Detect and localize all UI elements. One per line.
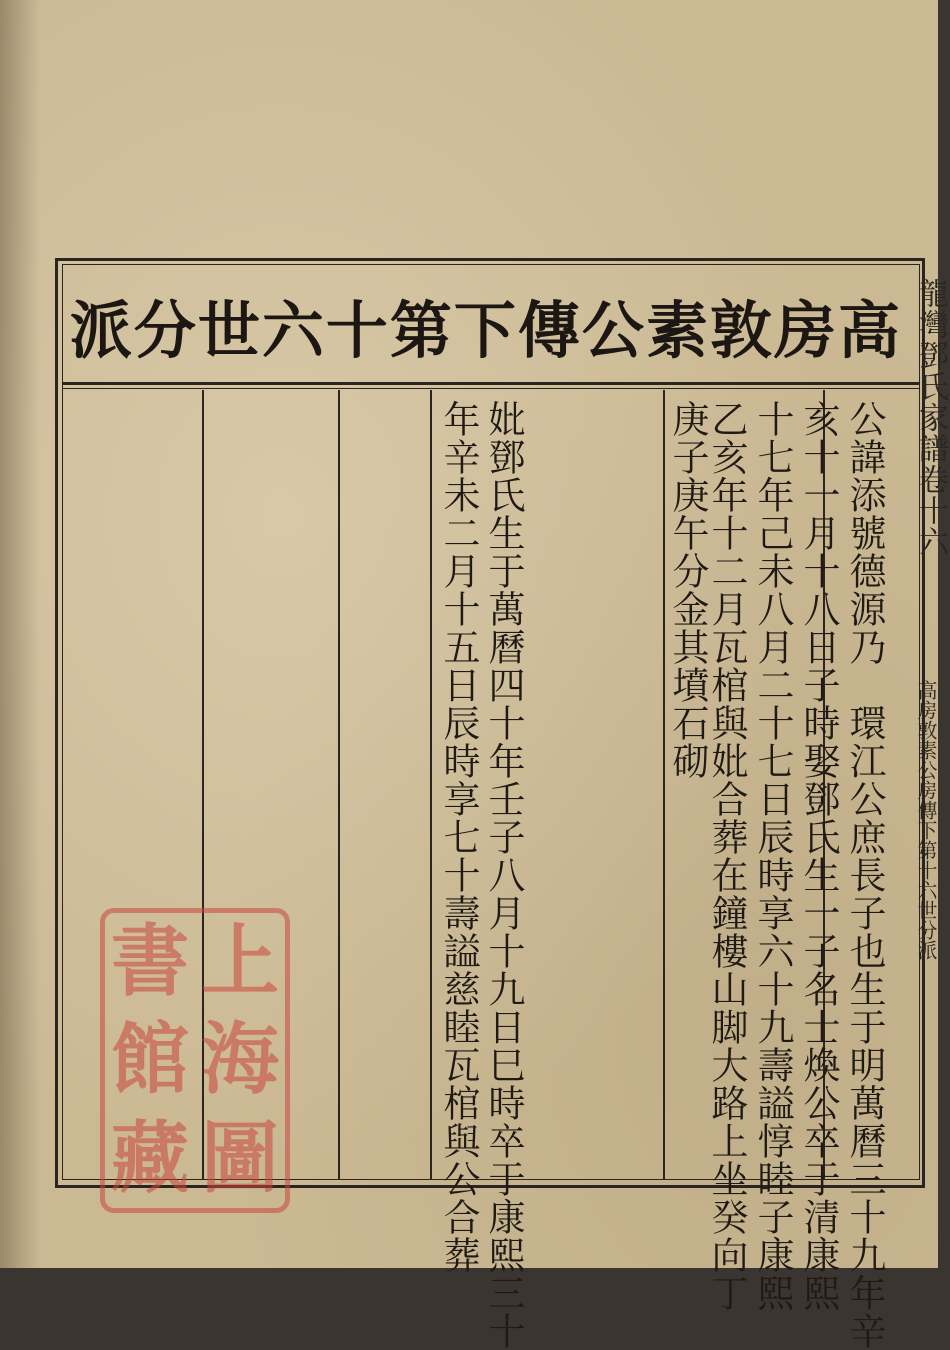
margin-book-title: 龍灣鄧氏家譜卷十六 <box>913 278 948 557</box>
seal-char: 圖 <box>200 1112 279 1204</box>
title-char: 世 <box>197 293 262 367</box>
text-column-1: 公諱添號德源乃 環江公庶長子也生于明萬曆三十九年辛 <box>843 400 886 1350</box>
title-char: 第 <box>389 293 454 367</box>
title-char: 房 <box>773 293 838 367</box>
title-char: 公 <box>581 293 646 367</box>
title-char: 十 <box>325 293 390 367</box>
text-column-6: 妣鄧氏生于萬曆四十年壬子八月十九日巳時卒于康熙三十 <box>482 400 525 1350</box>
title-char: 六 <box>261 293 326 367</box>
seal-char: 書 <box>110 916 189 1008</box>
seal-char: 海 <box>200 1014 279 1106</box>
title-char: 派 <box>69 293 134 367</box>
seal-char: 館 <box>110 1014 189 1106</box>
page-title <box>66 272 916 378</box>
title-char: 敦 <box>709 293 774 367</box>
text-column-2: 亥十一月十八日子時娶鄧氏生一子名士煥公卒于清康熙 <box>797 400 840 1312</box>
text-column-5: 庚子庚午分金其墳石砌 <box>666 400 709 780</box>
margin-section-note: 高房敦素公房傳下第十六世分派 <box>914 680 938 960</box>
title-divider-thin <box>62 388 920 389</box>
title-char: 傳 <box>517 293 582 367</box>
seal-char: 上 <box>200 916 279 1008</box>
text-column-3: 十七年己未八月二十七日辰時享六十九壽謚惇睦子康熙 <box>751 400 794 1312</box>
title-char: 素 <box>645 293 710 367</box>
library-seal <box>100 908 290 1213</box>
page-gutter-shadow <box>0 0 40 1285</box>
title-char: 分 <box>133 293 198 367</box>
title-char: 下 <box>453 293 518 367</box>
column-rule <box>338 390 340 1180</box>
text-column-4: 乙亥年十二月瓦棺與妣合葬在鐘樓山脚大路上坐癸向丁 <box>705 400 748 1312</box>
title-divider <box>62 382 920 385</box>
text-column-7: 年辛未二月十五日辰時享七十壽謚慈睦瓦棺與公合葬 <box>437 400 480 1274</box>
seal-char: 藏 <box>110 1112 189 1204</box>
column-rule <box>430 390 432 1180</box>
title-char: 高 <box>837 293 902 367</box>
